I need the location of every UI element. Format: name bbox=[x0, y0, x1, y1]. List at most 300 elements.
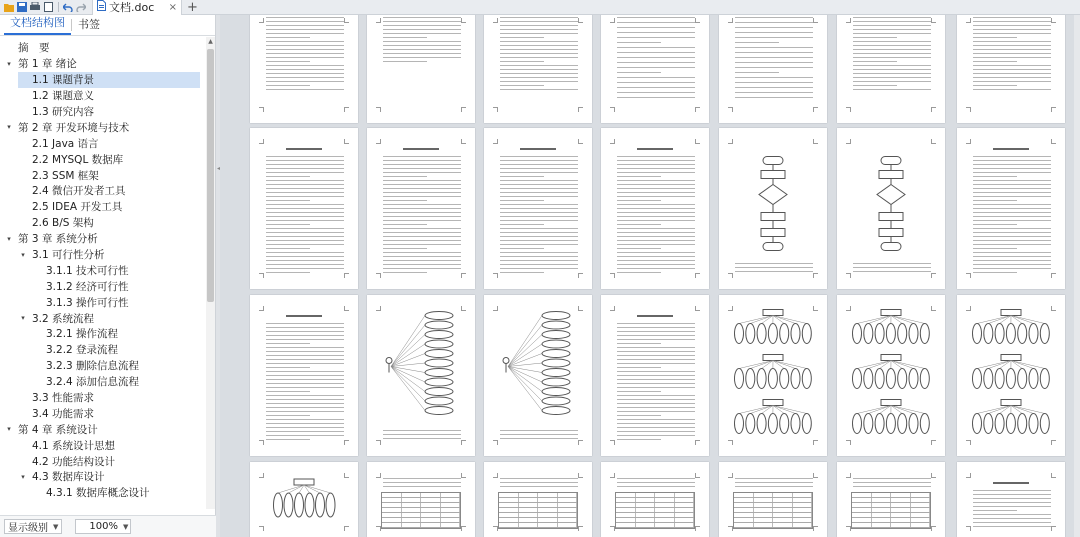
table-cell bbox=[616, 498, 636, 502]
text-line bbox=[853, 77, 931, 78]
text-line bbox=[617, 415, 661, 416]
text-line bbox=[500, 57, 578, 58]
outline-item-label: 第 3 章 系统分析 bbox=[18, 233, 98, 246]
page-thumbnail[interactable] bbox=[719, 128, 827, 289]
text-line bbox=[500, 192, 578, 193]
page-thumbnail[interactable] bbox=[484, 295, 592, 456]
outline-item[interactable] bbox=[4, 167, 200, 183]
document-scrollbar[interactable] bbox=[1074, 15, 1080, 537]
scroll-up-arrow-icon[interactable]: ▲ bbox=[208, 38, 213, 45]
table-cell bbox=[793, 498, 813, 502]
table-cell bbox=[616, 503, 636, 507]
tab-bookmarks[interactable]: 书签 bbox=[78, 18, 100, 31]
text-line bbox=[383, 482, 461, 483]
close-tab-icon[interactable]: × bbox=[168, 1, 177, 13]
text-line bbox=[617, 160, 695, 161]
preview-icon[interactable] bbox=[42, 1, 54, 13]
collapse-toggle-icon[interactable]: ▾ bbox=[7, 123, 11, 132]
table-cell bbox=[636, 508, 656, 512]
text-line bbox=[383, 192, 461, 193]
page-corner-mark bbox=[610, 473, 615, 478]
outline-item[interactable] bbox=[4, 326, 200, 342]
table-cell bbox=[852, 513, 872, 517]
collapse-toggle-icon[interactable]: ▾ bbox=[7, 234, 11, 243]
page-thumbnail[interactable] bbox=[837, 128, 945, 289]
text-line bbox=[617, 27, 695, 28]
text-line bbox=[266, 85, 310, 86]
outline-item-label: 3.2 系统流程 bbox=[32, 312, 95, 325]
text-line bbox=[853, 85, 897, 86]
table-cell bbox=[655, 503, 675, 507]
text-line bbox=[266, 228, 344, 229]
display-level-dropdown[interactable] bbox=[4, 519, 62, 534]
collapse-toggle-icon[interactable]: ▾ bbox=[21, 472, 25, 481]
table-cell bbox=[616, 513, 636, 517]
page-thumbnail[interactable] bbox=[601, 462, 709, 537]
outline-item[interactable] bbox=[4, 453, 200, 469]
text-line bbox=[383, 200, 427, 201]
document-tab[interactable] bbox=[92, 0, 182, 15]
text-line bbox=[853, 57, 931, 58]
page-corner-mark bbox=[461, 473, 466, 478]
scrollbar-thumb[interactable] bbox=[207, 49, 214, 302]
page-corner-mark bbox=[695, 139, 700, 144]
page-corner-mark bbox=[728, 107, 733, 112]
table-cell bbox=[402, 493, 422, 497]
text-line bbox=[500, 29, 578, 30]
text-line bbox=[266, 204, 344, 205]
text-line bbox=[617, 220, 695, 221]
text-line bbox=[735, 22, 813, 23]
text-line bbox=[266, 359, 344, 360]
text-line bbox=[383, 164, 461, 165]
text-line bbox=[617, 244, 695, 245]
outline-item[interactable] bbox=[4, 485, 200, 501]
text-line bbox=[383, 196, 461, 197]
text-line bbox=[973, 77, 1051, 78]
text-line bbox=[617, 164, 695, 165]
text-line bbox=[266, 371, 344, 372]
page-thumbnail[interactable] bbox=[250, 128, 358, 289]
text-line bbox=[735, 92, 813, 93]
page-thumbnail[interactable] bbox=[957, 295, 1065, 456]
table-cell bbox=[793, 493, 813, 497]
table-cell bbox=[402, 523, 422, 527]
table-cell bbox=[382, 493, 402, 497]
outline-item-label: 2.6 B/S 架构 bbox=[32, 217, 94, 230]
text-line bbox=[973, 260, 1051, 261]
tab-document-map[interactable]: 文档结构图 bbox=[4, 14, 71, 35]
page-corner-mark bbox=[813, 107, 818, 112]
text-line bbox=[617, 248, 661, 249]
text-line bbox=[266, 172, 344, 173]
text-line bbox=[266, 29, 344, 30]
outline-item-label: 摘 要 bbox=[18, 42, 50, 55]
print-icon[interactable] bbox=[29, 1, 41, 13]
text-line bbox=[973, 236, 1051, 237]
text-line bbox=[973, 29, 1051, 30]
text-line bbox=[735, 478, 813, 479]
page-thumbnail[interactable] bbox=[719, 462, 827, 537]
flowchart-diagram bbox=[851, 150, 931, 259]
page-corner-mark bbox=[461, 18, 466, 23]
page-thumbnail[interactable] bbox=[367, 15, 475, 123]
text-line bbox=[266, 216, 344, 217]
page-corner-mark bbox=[493, 440, 498, 445]
text-line bbox=[266, 423, 344, 424]
page-corner-mark bbox=[813, 139, 818, 144]
text-line bbox=[735, 72, 779, 73]
text-line bbox=[617, 383, 695, 384]
text-line bbox=[617, 17, 695, 18]
table-cell bbox=[499, 523, 519, 527]
outline-item[interactable] bbox=[4, 469, 200, 485]
text-line bbox=[973, 494, 1051, 495]
table-cell bbox=[793, 523, 813, 527]
text-line bbox=[973, 252, 1051, 253]
new-tab-button[interactable]: + bbox=[187, 0, 198, 15]
outline-item[interactable] bbox=[4, 183, 200, 199]
text-line bbox=[617, 240, 695, 241]
text-line bbox=[266, 339, 344, 340]
page-corner-mark bbox=[578, 526, 583, 531]
text-line bbox=[617, 188, 695, 189]
page-corner-mark bbox=[259, 440, 264, 445]
table-cell bbox=[382, 518, 402, 522]
page-corner-mark bbox=[846, 273, 851, 278]
page-corner-mark bbox=[813, 306, 818, 311]
text-line bbox=[266, 164, 344, 165]
display-level-label: 显示级别 bbox=[8, 523, 48, 534]
page-thumbnail[interactable] bbox=[957, 128, 1065, 289]
text-line bbox=[973, 180, 1051, 181]
text-line bbox=[617, 268, 695, 269]
table-cell bbox=[734, 493, 754, 497]
outline-item-label: 第 2 章 开发环境与技术 bbox=[18, 121, 130, 134]
table-cell bbox=[441, 513, 461, 517]
text-line bbox=[500, 73, 578, 74]
outline-item[interactable] bbox=[4, 405, 200, 421]
table-cell bbox=[793, 518, 813, 522]
text-line bbox=[266, 252, 344, 253]
collapse-toggle-icon[interactable]: ▾ bbox=[7, 59, 11, 68]
text-line bbox=[500, 25, 578, 26]
outline-item[interactable] bbox=[18, 72, 200, 88]
page-thumbnail[interactable] bbox=[837, 15, 945, 123]
page-thumbnail[interactable] bbox=[837, 295, 945, 456]
table-cell bbox=[675, 503, 695, 507]
outline-item-label: 2.1 Java 语言 bbox=[32, 137, 99, 150]
tree-diagram bbox=[733, 305, 813, 444]
page-corner-mark bbox=[259, 18, 264, 23]
text-line bbox=[973, 506, 1051, 507]
text-line bbox=[973, 268, 1051, 269]
outline-item[interactable] bbox=[4, 151, 200, 167]
outline-item[interactable] bbox=[4, 56, 200, 72]
text-line bbox=[266, 77, 344, 78]
save-icon[interactable] bbox=[16, 1, 28, 13]
page-corner-mark bbox=[1051, 526, 1056, 531]
outline-item[interactable] bbox=[4, 437, 200, 453]
table-cell bbox=[558, 518, 578, 522]
table-cell bbox=[793, 513, 813, 517]
table-cell bbox=[891, 503, 911, 507]
text-line bbox=[266, 188, 344, 189]
text-line bbox=[500, 81, 578, 82]
text-line bbox=[973, 45, 1051, 46]
text-line bbox=[266, 69, 344, 70]
text-line bbox=[617, 403, 695, 404]
page-thumbnail[interactable] bbox=[250, 15, 358, 123]
ellipse-diagram bbox=[264, 476, 344, 537]
text-line bbox=[500, 41, 578, 42]
text-line bbox=[617, 435, 695, 436]
text-line bbox=[500, 176, 544, 177]
page-thumbnail[interactable] bbox=[957, 462, 1065, 537]
text-line bbox=[266, 81, 344, 82]
outline-item[interactable] bbox=[4, 278, 200, 294]
collapse-toggle-icon[interactable]: ▾ bbox=[21, 250, 25, 259]
table-cell bbox=[773, 518, 793, 522]
text-line bbox=[617, 371, 695, 372]
text-line bbox=[266, 431, 344, 432]
outline-item[interactable] bbox=[4, 231, 200, 247]
page-corner-mark bbox=[1051, 473, 1056, 478]
text-line bbox=[266, 248, 310, 249]
table-cell bbox=[441, 508, 461, 512]
text-line bbox=[735, 32, 813, 33]
page-thumbnail[interactable] bbox=[484, 128, 592, 289]
outline-item-label: 3.1.3 操作可行性 bbox=[46, 296, 129, 309]
text-line bbox=[973, 188, 1051, 189]
table-cell bbox=[558, 508, 578, 512]
text-line bbox=[383, 180, 461, 181]
text-line bbox=[500, 172, 578, 173]
page-thumbnail[interactable] bbox=[367, 128, 475, 289]
outline-item[interactable] bbox=[4, 247, 200, 263]
text-line bbox=[617, 439, 661, 440]
undo-icon[interactable] bbox=[62, 1, 74, 13]
text-line bbox=[617, 431, 695, 432]
text-line bbox=[973, 490, 1051, 491]
outline-item-label: 3.3 性能需求 bbox=[32, 392, 95, 405]
text-line bbox=[973, 172, 1051, 173]
outline-item[interactable] bbox=[4, 88, 200, 104]
table-cell bbox=[558, 513, 578, 517]
text-line bbox=[735, 82, 813, 83]
table-cell bbox=[636, 498, 656, 502]
text-line bbox=[973, 61, 1017, 62]
text-line bbox=[617, 351, 695, 352]
page-thumbnail[interactable] bbox=[484, 462, 592, 537]
outline-item[interactable] bbox=[4, 390, 200, 406]
text-line bbox=[735, 52, 813, 53]
table-cell bbox=[872, 523, 892, 527]
page-thumbnail[interactable] bbox=[719, 295, 827, 456]
text-line bbox=[266, 387, 344, 388]
text-line bbox=[266, 224, 310, 225]
page-corner-mark bbox=[376, 440, 381, 445]
outline-scrollbar[interactable] bbox=[206, 37, 215, 509]
outline-item-label: 1.2 课题意义 bbox=[32, 90, 95, 103]
outline-item[interactable] bbox=[4, 358, 200, 374]
page-thumbnail[interactable] bbox=[367, 462, 475, 537]
page-thumbnail[interactable] bbox=[601, 15, 709, 123]
table-cell bbox=[538, 503, 558, 507]
text-line bbox=[383, 41, 461, 42]
page-thumbnail[interactable] bbox=[957, 15, 1065, 123]
text-line bbox=[973, 196, 1051, 197]
outline-item[interactable] bbox=[4, 199, 200, 215]
page-corner-mark bbox=[493, 18, 498, 23]
page-corner-mark bbox=[931, 273, 936, 278]
table-cell bbox=[793, 508, 813, 512]
text-line bbox=[266, 156, 344, 157]
page-corner-mark bbox=[931, 526, 936, 531]
text-line bbox=[383, 430, 461, 431]
table-cell bbox=[754, 518, 774, 522]
text-line bbox=[617, 272, 661, 273]
redo-icon[interactable] bbox=[75, 1, 87, 13]
page-thumbnail[interactable] bbox=[250, 295, 358, 456]
outline-item[interactable] bbox=[4, 104, 200, 120]
text-line bbox=[973, 21, 1051, 22]
page-corner-mark bbox=[461, 440, 466, 445]
text-line bbox=[617, 156, 695, 157]
text-line bbox=[500, 33, 578, 34]
text-line bbox=[853, 45, 931, 46]
table-cell bbox=[911, 523, 931, 527]
text-line bbox=[617, 62, 695, 63]
table-cell bbox=[616, 508, 636, 512]
collapse-toggle-icon[interactable]: ▾ bbox=[7, 425, 11, 434]
outline-item[interactable] bbox=[4, 310, 200, 326]
page-corner-mark bbox=[259, 273, 264, 278]
page-thumbnail[interactable] bbox=[367, 295, 475, 456]
table-cell bbox=[911, 518, 931, 522]
page-thumbnail[interactable] bbox=[484, 15, 592, 123]
text-line bbox=[500, 65, 578, 66]
page-corner-mark bbox=[931, 139, 936, 144]
table-cell bbox=[911, 493, 931, 497]
text-line bbox=[853, 478, 931, 479]
text-line bbox=[617, 228, 695, 229]
outline-item[interactable] bbox=[4, 342, 200, 358]
text-line bbox=[617, 264, 695, 265]
page-corner-mark bbox=[695, 107, 700, 112]
text-line bbox=[383, 212, 461, 213]
table-cell bbox=[538, 498, 558, 502]
chevron-down-icon: ▼ bbox=[122, 522, 129, 531]
outline-item[interactable] bbox=[4, 40, 200, 56]
page-corner-mark bbox=[728, 473, 733, 478]
text-line bbox=[383, 172, 461, 173]
text-line bbox=[266, 49, 344, 50]
table-cell bbox=[519, 508, 539, 512]
zoom-dropdown[interactable] bbox=[75, 519, 131, 534]
text-line bbox=[500, 430, 578, 431]
text-line bbox=[500, 168, 578, 169]
outline-item[interactable] bbox=[4, 294, 200, 310]
outline-item-label: 2.5 IDEA 开发工具 bbox=[32, 201, 123, 214]
text-line bbox=[973, 73, 1051, 74]
page-thumbnail[interactable] bbox=[250, 462, 358, 537]
text-line bbox=[617, 180, 695, 181]
table-row bbox=[734, 523, 812, 528]
page-thumbnail[interactable] bbox=[601, 295, 709, 456]
table-cell bbox=[558, 523, 578, 527]
text-line bbox=[617, 256, 695, 257]
page-corner-mark bbox=[931, 107, 936, 112]
text-line bbox=[266, 65, 344, 66]
usecase-diagram bbox=[381, 305, 461, 426]
text-line bbox=[973, 522, 1051, 523]
text-line bbox=[500, 45, 578, 46]
text-line bbox=[617, 387, 695, 388]
page-thumbnail[interactable] bbox=[719, 15, 827, 123]
page-corner-mark bbox=[966, 107, 971, 112]
text-line bbox=[853, 89, 931, 90]
outline-item[interactable] bbox=[4, 262, 200, 278]
outline-item[interactable] bbox=[4, 421, 200, 437]
collapse-arrow-icon[interactable]: ◂ bbox=[217, 165, 221, 172]
text-line bbox=[500, 224, 544, 225]
table-cell bbox=[538, 513, 558, 517]
collapse-toggle-icon[interactable]: ▾ bbox=[21, 314, 25, 323]
navigation-pane bbox=[0, 15, 216, 537]
table-cell bbox=[675, 518, 695, 522]
text-line bbox=[266, 53, 344, 54]
table-cell bbox=[519, 498, 539, 502]
page-thumbnail[interactable] bbox=[837, 462, 945, 537]
outline-item[interactable] bbox=[4, 119, 200, 135]
page-corner-mark bbox=[376, 107, 381, 112]
text-line bbox=[500, 236, 578, 237]
text-line bbox=[383, 208, 461, 209]
text-line bbox=[617, 32, 695, 33]
table-cell bbox=[538, 508, 558, 512]
folder-open-icon[interactable] bbox=[3, 1, 15, 13]
table-cell bbox=[872, 498, 892, 502]
page-corner-mark bbox=[610, 107, 615, 112]
text-line bbox=[383, 232, 461, 233]
text-line bbox=[735, 486, 813, 487]
table-cell bbox=[754, 513, 774, 517]
text-line bbox=[383, 216, 461, 217]
outline-item[interactable] bbox=[4, 215, 200, 231]
table-cell bbox=[891, 498, 911, 502]
table-cell bbox=[519, 503, 539, 507]
page-corner-mark bbox=[695, 18, 700, 23]
outline-item[interactable] bbox=[4, 135, 200, 151]
text-line bbox=[617, 343, 661, 344]
text-line bbox=[617, 22, 695, 23]
text-line bbox=[973, 228, 1051, 229]
text-line bbox=[617, 359, 695, 360]
text-line bbox=[853, 61, 897, 62]
text-line bbox=[266, 272, 310, 273]
text-line bbox=[617, 375, 695, 376]
page-corner-mark bbox=[376, 273, 381, 278]
page-heading bbox=[520, 148, 556, 150]
outline-item[interactable] bbox=[4, 374, 200, 390]
table-cell bbox=[382, 503, 402, 507]
table-cell bbox=[773, 493, 793, 497]
text-line bbox=[973, 208, 1051, 209]
page-thumbnail[interactable] bbox=[601, 128, 709, 289]
text-line bbox=[973, 69, 1051, 70]
page-heading bbox=[286, 148, 322, 150]
